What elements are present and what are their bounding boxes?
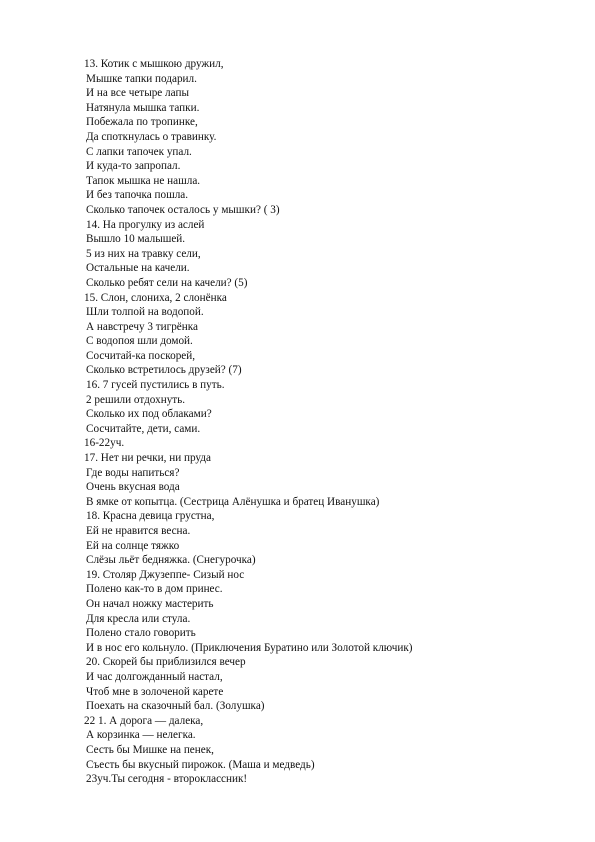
riddles-text	[84, 57, 564, 787]
text-line: 19. Столяр Джузеппе- Сизый нос	[86, 568, 245, 581]
text-line: Слёзы льёт бедняжка. (Снегурочка)	[86, 554, 256, 567]
text-line: Чтоб мне в золоченой карете	[86, 685, 224, 698]
text-line: 22 1. А дорога — далека,	[84, 714, 204, 727]
text-line: Сколько ребят сели на качели? (5)	[86, 276, 248, 289]
text-line: И без тапочка пошла.	[86, 189, 189, 202]
text-line: В ямке от копытца. (Сестрица Алёнушка и братец Иванушка)	[86, 495, 380, 508]
text-line: 18. Красна девица грустна,	[86, 510, 215, 523]
text-line: 14. На прогулку из аслей	[86, 218, 205, 231]
text-line: Ей на солнце тяжко	[86, 539, 180, 552]
text-line: Сесть бы Мишке на пенек,	[86, 743, 214, 756]
text-line: Сосчитай-ка поскорей,	[86, 349, 196, 362]
text-line: Побежала по тропинке,	[86, 116, 198, 129]
text-line: 16. 7 гусей пустились в путь.	[86, 379, 225, 392]
text-line: С водопоя шли домой.	[86, 335, 193, 348]
text-line: Вышло 10 малышей.	[86, 233, 186, 246]
text-line: А корзинка — нелегка.	[86, 729, 196, 742]
text-line: Шли толпой на водопой.	[86, 306, 204, 319]
text-line: 2 решили отдохнуть.	[86, 393, 186, 406]
text-line: Остальные на качели.	[86, 262, 190, 275]
text-line: Он начал ножку мастерить	[86, 597, 214, 610]
text-line: С лапки тапочек упал.	[86, 145, 192, 158]
text-line: 20. Скорей бы приблизился вечер	[86, 656, 246, 669]
text-line: Сосчитайте, дети, сами.	[86, 422, 201, 435]
text-line: И куда-то запропал.	[86, 160, 181, 173]
text-line: Сколько встретилось друзей? (7)	[86, 364, 242, 377]
text-line: 17. Нет ни речки, ни пруда	[84, 452, 211, 465]
text-line: И в нос его кольнуло. (Приключения Буратино или Золотой ключик)	[86, 641, 413, 654]
text-line: Полено стало говорить	[86, 627, 196, 640]
text-line: Где воды напиться?	[86, 466, 180, 479]
text-line: 5 из них на травку сели,	[86, 247, 201, 260]
text-line: Да споткнулась о травинку.	[86, 130, 217, 143]
text-line: Поехать на сказочный бал. (Золушка)	[86, 700, 265, 713]
text-line: Тапок мышка не нашла.	[86, 174, 201, 187]
text-line: И час долгожданный настал,	[86, 670, 223, 683]
text-line: Полено как-то в дом принес.	[86, 583, 223, 596]
text-line: Сколько их под облаками?	[86, 408, 212, 421]
text-line: Мышке тапки подарил.	[86, 72, 197, 85]
text-line: Съесть бы вкусный пирожок. (Маша и медведь)	[86, 758, 315, 771]
text-line: 16-22уч.	[84, 437, 125, 450]
text-line: Натянула мышка тапки.	[86, 101, 200, 114]
text-line: Ей не нравится весна.	[86, 525, 191, 537]
text-line: Очень вкусная вода	[86, 481, 180, 494]
text-line: Сколько тапочек осталось у мышки? ( 3)	[86, 203, 280, 216]
text-line: А навстречу 3 тигрёнка	[86, 320, 198, 333]
text-line: 23уч.Ты сегодня - второклассник!	[86, 773, 248, 786]
text-line: 15. Слон, слониха, 2 слонёнка	[84, 291, 227, 304]
text-line: Для кресла или стула.	[86, 612, 191, 625]
text-line: И на все четыре лапы	[86, 87, 189, 100]
text-line: 13. Котик с мышкою дружил,	[84, 58, 224, 70]
